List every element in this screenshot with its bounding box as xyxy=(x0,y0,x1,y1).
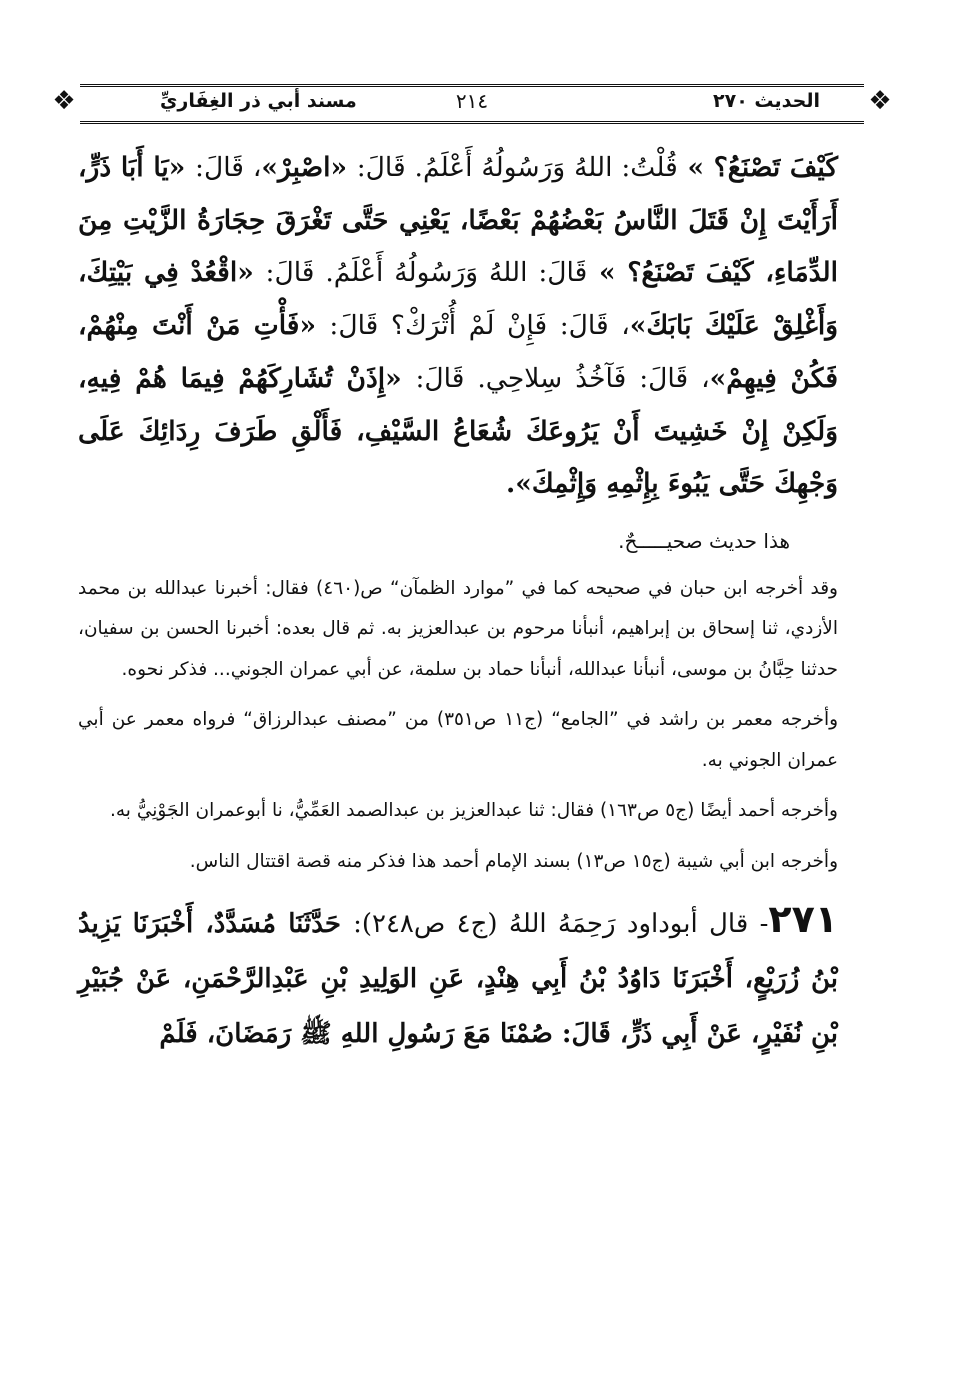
header-ornament-right-icon: ❖ xyxy=(868,86,892,116)
hadith-271-isnad: حَدَّثَنَا مُسَدَّدٌ، أَخْبَرَنَا يَزِيدُ بْنُ زُرَيْعٍ، أَخْبَرَنَا دَاوُدُ بْنُ أَبِي هِنْدٍ، عَنِ الوَلِيدِ بْنِ عَبْدِالرَّحْمَنِ، عَنْ جُبَيْرِ بْنِ نُفَيْرٍ، عَنْ أَبِي ذَرٍّ، قَالَ: صُمْنَا مَعَ رَسُولِ اللهِ ﷺ رَمَضَانَ، فَلَمْ xyxy=(78,909,838,1050)
header-ornament-left-icon: ❖ xyxy=(52,86,76,116)
takhrij-note-2: وأخرجه معمر بن راشد في ”الجامع“ (ج١١ ص٣٥١) من ”مصنف عبدالرزاق“ فرواه معمر عن أبي عمران الجوني به. xyxy=(78,709,839,771)
takhrij-note-1: وقد أخرجه ابن حبان في صحيحه كما في ”موارد الظمآن“ ص(٤٦٠) فقال: أخبرنا عبدالله بن محمد الأزدي، ثنا إسحاق بن إبراهيم، أنبأنا مرحوم بن عبدالعزيز به. ثم قال بعده: أخبرنا الحسن بن سفيان، حدثنا حِبَّانُ بن موسى، أنبأنا عبدالله، أنبأنا حماد بن سلمة، عن أبي عمران الجوني... فذكر نحوه. xyxy=(78,577,838,680)
running-header xyxy=(52,72,892,128)
hadith-270-qultu-2: قَالَ: اللهُ وَرَسُولُهُ أَعْلَمُ. قَالَ: xyxy=(265,257,588,289)
hadith-270-isbir: «اصْبِرْ» xyxy=(261,152,348,183)
hadith-271-text xyxy=(78,892,838,1062)
takhrij-note-4: وأخرجه ابن أبي شيبة (ج١٥ ص١٣) بسند الإمام أحمد هذا فذكر منه قصة اقتتال الناس. xyxy=(189,850,838,872)
hadith-270-qal-2: ، قَالَ: xyxy=(195,152,262,183)
hadith-270-qal-4: ، قَالَ: فَآخُذُ سِلاحِي. قَالَ: xyxy=(415,362,710,394)
hadith-271-intro: - قال أبوداود رَحِمَهُ اللهُ (ج٤ ص٢٤٨): xyxy=(353,909,769,940)
takhrij-note-3: وأخرجه أحمد أيضًا (ج٥ ص١٦٣) فقال: ثنا عبدالعزيز بن عبدالصمد العَمِّيُّ، نا أبوعمران الجَوْنِيُّ به. xyxy=(110,800,838,822)
page-number: ٢١٤ xyxy=(455,89,489,113)
hadith-270-qultu: قُلْتُ: اللهُ وَرَسُولُهُ أَعْلَمُ. قَالَ: xyxy=(356,152,678,183)
hadith-270-uqud: «اقْعُدْ فِي بَيْتِكَ، وَأَغْلِقْ عَلَيْكَ بَابَكَ» xyxy=(78,257,839,342)
hadith-270-main: «يَا أَبَا ذَرٍّ، أَرَأَيْتَ إِنْ قَتَلَ النَّاسُ بَعْضُهُمْ بَعْضًا، يَعْنِي حَتَّى تَغْرَقَ حِجَارَةُ الزَّيْتِ مِنَ الدِّمَاءِ، كَيْفَ تَصْنَعُ؟ » xyxy=(78,152,838,289)
hadith-271-number: ٢٧١ xyxy=(768,897,838,942)
page-body xyxy=(78,142,838,1062)
grading-line: هذا حديث صحيـــــحٌ. xyxy=(618,528,790,553)
header-hadith-label: الحديث ٢٧٠ xyxy=(713,90,820,112)
header-book-title: مسند أبي ذر الغِفَاريِّ xyxy=(160,90,357,112)
hadith-270-qal-3: ، قَالَ: فَإِنْ لَمْ أُتْرَكْ؟ قَالَ: xyxy=(329,310,630,342)
hadith-270-fat: «فَأْتِ مَنْ أَنْتَ مِنْهُمْ، فَكُنْ فِيهِمْ» xyxy=(78,310,838,394)
hadith-270-text xyxy=(78,142,838,511)
hadith-270-idhan: «إِذَنْ تُشَارِكَهُمْ فِيمَا هُمْ فِيهِ، وَلَكِنْ إِنْ خَشِيتَ أَنْ يَرُوعَكَ شُعَاعُ السَّيْفِ، فَأَلْقِ طَرَفَ رِدَائِكَ عَلَى وَجْهِكَ حَتَّى يَبُوءَ بِإِثْمِهِ وَإِثْمِكَ». xyxy=(78,362,838,500)
hadith-270-intro: كَيْفَ تَصْنَعُ؟ » xyxy=(687,152,838,183)
